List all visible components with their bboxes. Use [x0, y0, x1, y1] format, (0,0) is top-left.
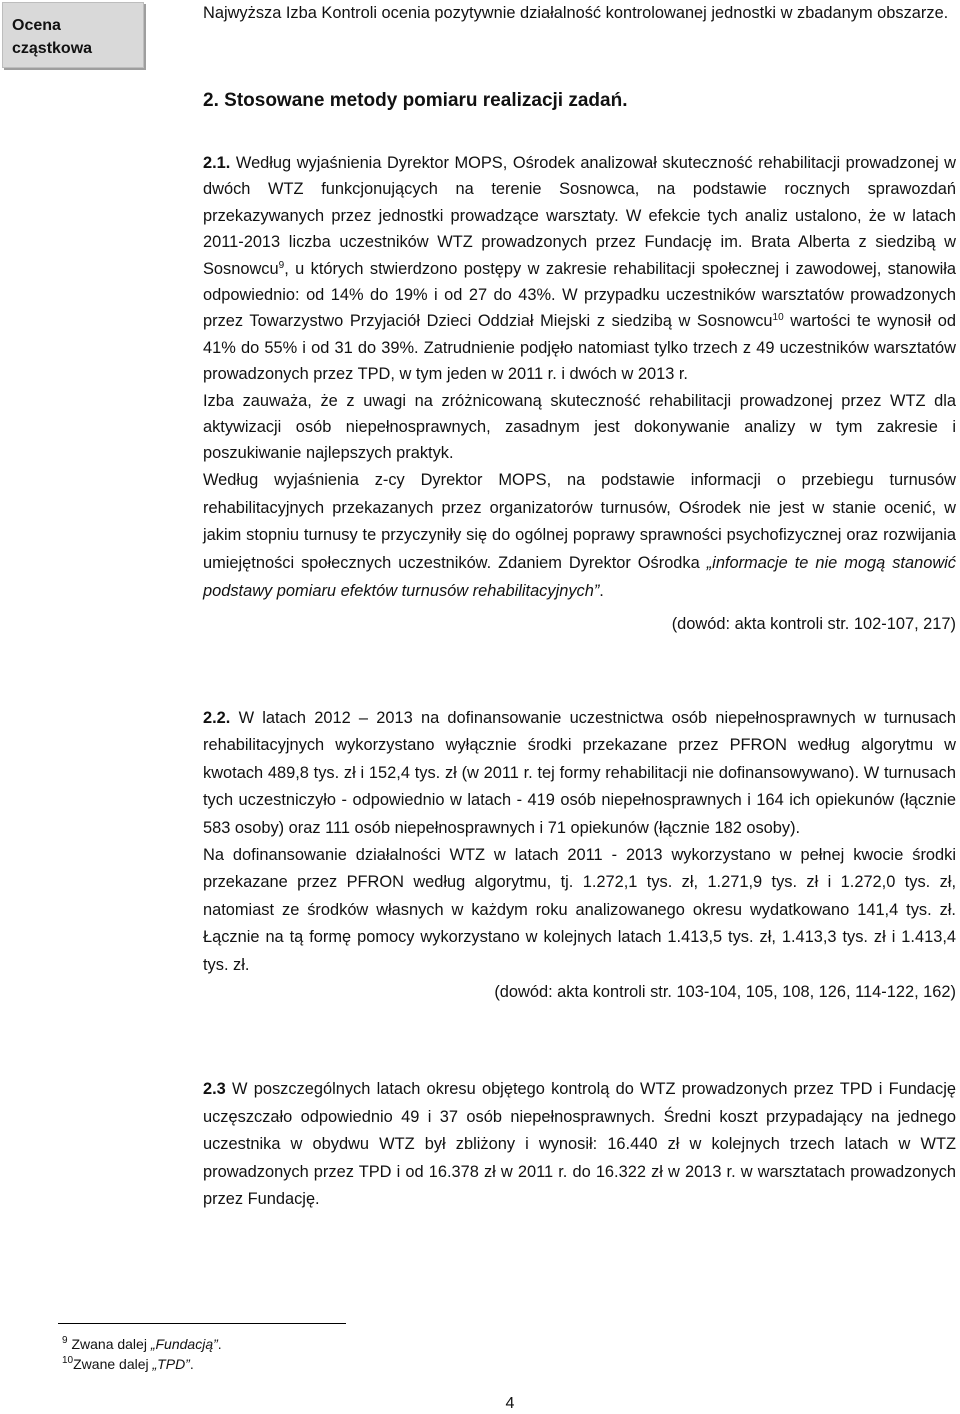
- section-2-1: [203, 150, 956, 638]
- paragraph-2-1-b: Izba zauważa, że z uwagi na zróżnicowaną skuteczność rehabilitacji prowadzonej przez WTZ dla aktywizacji osób niepełnosprawnych, zasadnym jest dokonywanie analizy w tym zakresie i poszukiwanie najlepszych praktyk.: [203, 391, 956, 463]
- section-2-3: [203, 1076, 956, 1214]
- paragraph-2-2-a: 2.2. W latach 2012 – 2013 na dofinansowanie uczestnictwa osób niepełnosprawnych w turnusach rehabilitacyjnych wykorzystano wyłącznie środki przekazane przez PFRON według algorytmu w kwotach 489,8 tys. zł i 152,4 tys. zł (w 2011 r. tej formy rehabilitacji nie dofinansowywano). W turnusach tych uczestniczyło - odpowiednio w latach - 419 osób niepełnosprawnych i 164 ich opiekunów (łącznie 583 osoby) oraz 111 osób niepełnosprawnych i 71 opiekunów (łącznie 182 osoby).: [203, 709, 956, 837]
- evidence-2-1: (dowód: akta kontroli str. 102-107, 217): [671, 615, 956, 634]
- section-2-2: [203, 705, 956, 1005]
- paragraph-2-1-c: Według wyjaśnienia z-cy Dyrektor MOPS, na podstawie informacji o przebiegu turnusów rehabilitacyjnych przekazanych przez organizatorów turnusów, Ośrodek nie jest w stanie ocenić, w jakim stopniu turnusy te przyczyniły się do ogólnej poprawy sprawności psychofizycznej oraz rozwijania umiejętności społecznych uczestników. Zdaniem Dyrektor Ośrodka „informacje te nie mogą stanowić podstawy pomiaru efektów turnusów rehabilitacyjnych”.: [203, 470, 956, 600]
- footnote-ref-10: 10: [772, 312, 784, 324]
- partial-assessment-label: Ocena cząstkowa: [2, 2, 144, 68]
- footnote-ref-9: 9: [278, 259, 285, 271]
- paragraph-2-1-a: 2.1. Według wyjaśnienia Dyrektor MOPS, Ośrodek analizował skuteczność rehabilitacji prowadzonej w dwóch WTZ funkcjonujących na terenie Sosnowca, na podstawie rocznych sprawozdań przekazywanych przez jednostki prowadzące warsztaty. W efekcie tych analiz ustalono, że w latach 2011-2013 liczba uczestników WTZ prowadzonych przez Fundację im. Brata Alberta z siedzibą w Sosnowcu$^9$, u których stwierdzono postępy w zakresie rehabilitacji społecznej i zawodowej, stanowiła odpowiednio: od 14% do 19% i od 27 do 43%. W przypadku uczestników warsztatów prowadzonych przez Towarzystwo Przyjaciół Dzieci Oddział Miejski z siedzibą w Sosnowcu$^{10}$ wartości te wynosił od 41% do 55% i od 31 do 39%. Zatrudnienie podjęło natomiast tylko trzech z 49 uczestników warsztatów prowadzonych przez TPD, w tym jeden w 2011 r. i dwóch w 2013 r.: [203, 154, 956, 384]
- evidence-2-2: (dowód: akta kontroli str. 103-104, 105, 108, 126, 114-122, 162): [494, 983, 956, 1002]
- page-number: 4: [505, 1395, 515, 1412]
- paragraph-2-3: 2.3 W poszczególnych latach okresu objętego kontrolą do WTZ prowadzonych przez TPD i Fundację uczęszczało odpowiednio 49 i 37 osób niepełnosprawnych. Średni koszt przypadający na jednego uczestnika w obydwu WTZ był zbliżony i wynosił: 16.440 zł w kolejnych trzech latach w WTZ prowadzonych przez TPD i od 16.378 zł w 2011 r. do 16.322 zł w 2013 r. w warsztatach prowadzonych przez Fundację.: [203, 1080, 956, 1209]
- footnote-9: $^9$ Zwana dalej „Fundacją”.: [62, 1335, 222, 1352]
- footnote-separator: [58, 1323, 346, 1324]
- footnote-10: $^{10}$Zwane dalej „TPD”.: [62, 1355, 194, 1372]
- intro-text: Najwyższa Izba Kontroli ocenia pozytywnie działalność kontrolowanej jednostki w zbadanym obszarze.: [203, 4, 949, 22]
- section-heading: 2. Stosowane metody pomiaru realizacji zadań.: [203, 90, 628, 111]
- paragraph-2-2-b: Na dofinansowanie działalności WTZ w latach 2011 - 2013 wykorzystano w pełnej kwocie środki przekazane przez PFRON według algorytmu, tj. 1.272,1 tys. zł, 1.271,9 tys. zł i 1.272,0 tys. zł, natomiast ze środków własnych w każdym roku analizowanego okresu wydatkowano 141,4 tys. zł. Łącznie na tą formę pomocy wykorzystano w kolejnych latach 1.413,5 tys. zł, 1.413,3 tys. zł i 1.413,4 tys. zł.: [203, 846, 956, 974]
